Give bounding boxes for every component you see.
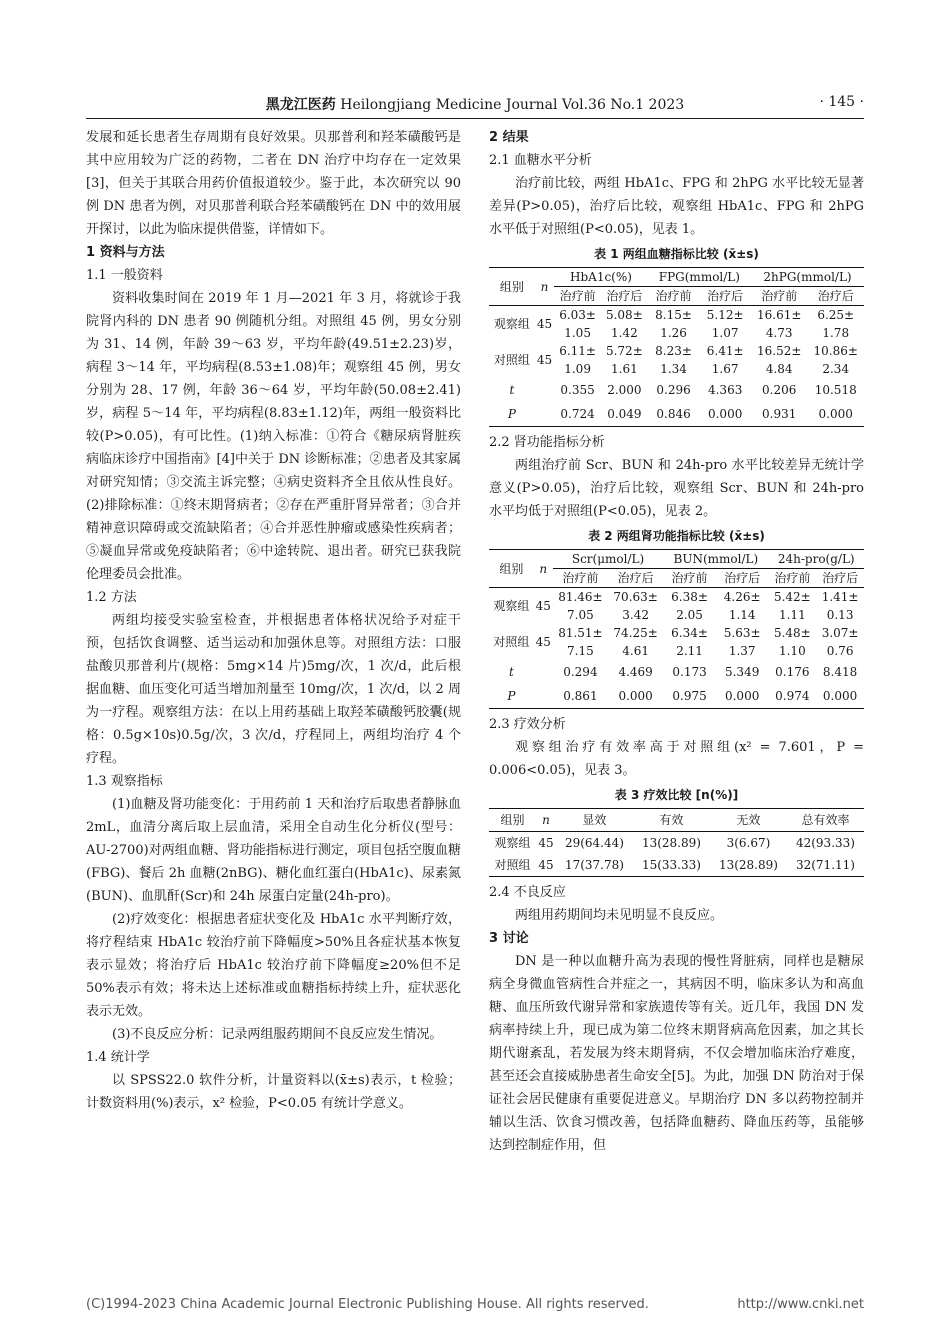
- t2-cell: 7.15: [567, 644, 594, 658]
- t2-h-group: 组别: [499, 561, 524, 576]
- t1-p: 0.931: [762, 407, 797, 421]
- t2-n: 45: [535, 599, 551, 613]
- t1-t: 0.296: [656, 383, 691, 397]
- t3-cell: 观察组: [494, 836, 531, 850]
- t1-cell: 10.86±: [813, 344, 858, 358]
- t1-cell: 16.61±: [757, 308, 802, 322]
- t2-p-label: P: [507, 689, 516, 703]
- t1-p: 0.846: [656, 407, 691, 421]
- section-1-1-heading: 1.1 一般资料: [86, 268, 163, 283]
- t1-cell: 5.72±: [605, 344, 643, 358]
- t1-cell: 1.09: [564, 362, 591, 376]
- t1-sub: 治疗后: [606, 289, 643, 303]
- t3-header: 显效: [582, 813, 607, 827]
- t3-header: 总有效率: [801, 813, 850, 827]
- section-2-2-heading: 2.2 肾功能指标分析: [489, 435, 605, 450]
- t1-t: 4.363: [707, 383, 743, 397]
- t1-t: 10.518: [814, 383, 857, 397]
- t1-cell: 16.52±: [757, 344, 802, 358]
- t2-cell: 5.48±: [773, 626, 811, 640]
- t2-h-scr: Scr(μmol/L): [553, 550, 663, 569]
- t2-p: 0.975: [672, 689, 707, 703]
- t2-sub: 治疗后: [617, 571, 654, 585]
- t2-sub: 治疗前: [774, 571, 811, 585]
- discussion-paragraph: DN 是一种以血糖升高为表现的慢性肾脏病，同样也是糖尿病全身微血管病性合并症之一，其病因不明，临床多认为和高血糖、血压所致代谢异常和家族遗传等有关。近几年，我国 DN 发病率持续上升，现已成为第二位终末期肾病高危因素，加之其长期代谢紊乱，若发展为终末期肾病，不仅会增加临床治疗难度，甚至还会直接威胁患者生命安全[5]。为此，加强 DN 防治对于保证社会居民健康有重要促进意义。早期治疗 DN 多以药物控制并辅以生活、饮食习惯改善，包括降血糖药、降血压药等，虽能够达到控制症作用，但: [489, 954, 864, 1153]
- t2-cell: 74.25±: [613, 626, 658, 640]
- t3-cell: 45: [538, 858, 554, 872]
- t2-cell: 5.63±: [723, 626, 761, 640]
- t3-header: 无效: [736, 813, 761, 827]
- t2-cell: 1.41±: [821, 590, 859, 604]
- t3-cell: 13(28.89): [718, 858, 778, 872]
- t1-cell: 8.23±: [655, 344, 692, 358]
- t1-sub: 治疗前: [559, 289, 596, 303]
- t3-header: 组别: [500, 813, 525, 827]
- t2-t: 4.469: [618, 665, 653, 679]
- t2-t-label: t: [508, 665, 514, 679]
- t1-h-2hpg: 2hPG(mmol/L): [751, 268, 864, 287]
- t2-h-bun: BUN(mmol/L): [663, 550, 768, 569]
- t2-cell: 0.76: [826, 644, 854, 658]
- t1-t: 2.000: [607, 383, 642, 397]
- efficacy-paragraph: 观察组治疗有效率高于对照组(x² = 7.601，P = 0.006<0.05)，见表 3。: [489, 740, 864, 778]
- t2-t: 0.294: [563, 665, 598, 679]
- running-header: [86, 94, 864, 119]
- t1-cell: 8.15±: [655, 308, 692, 322]
- t2-h-24hpro: 24h-pro(g/L): [768, 550, 864, 569]
- t1-cell: 6.11±: [559, 344, 596, 358]
- t1-h-fpg: FPG(mmol/L): [648, 268, 751, 287]
- t1-t-label: t: [509, 383, 515, 397]
- t2-sub: 治疗前: [562, 571, 599, 585]
- t1-cell: 5.08±: [605, 308, 643, 322]
- adverse-paragraph: 两组用药期间均未见明显不良反应。: [515, 908, 724, 923]
- t1-cell: 1.34: [660, 362, 687, 376]
- glucose-paragraph: 治疗前比较，两组 HbA1c、FPG 和 2hPG 水平比较无显著差异(P>0.05)，治疗后比较，观察组 HbA1c、FPG 和 2hPG 水平低于对照组(P<0.05)，见表 1。: [489, 176, 864, 237]
- section-2-3-heading: 2.3 疗效分析: [489, 717, 566, 732]
- t1-cell: 1.78: [822, 326, 850, 340]
- t1-cell: 6.03±: [559, 308, 596, 322]
- statistics-paragraph: 以 SPSS22.0 软件分析，计量资料以(x̄±s)表示，t 检验；计数资料用(%)表示，x² 检验，P<0.05 有统计学意义。: [86, 1073, 461, 1111]
- t1-cell: 1.61: [611, 362, 638, 376]
- t1-t: 0.355: [560, 383, 595, 397]
- indicator-paragraph-3: (3)不良反应分析：记录两组服药期间不良反应发生情况。: [112, 1027, 443, 1042]
- t2-t: 0.173: [672, 665, 707, 679]
- t3-cell: 29(64.44): [564, 836, 624, 850]
- t1-cell: 6.25±: [817, 308, 855, 322]
- t2-cell: 70.63±: [613, 590, 658, 604]
- t3-header: n: [542, 813, 550, 827]
- t2-t: 5.349: [724, 665, 760, 679]
- t3-cell: 32(71.11): [795, 858, 855, 872]
- t1-sub: 治疗前: [655, 289, 692, 303]
- t1-sub: 治疗后: [817, 289, 854, 303]
- t3-cell: 17(37.78): [564, 858, 624, 872]
- indicator-paragraph-2: (2)疗效变化：根据患者症状变化及 HbA1c 水平判断疗效，将疗程结束 HbA1c 较治疗前下降幅度>50%且各症状基本恢复表示显效；将治疗后 HbA1c 较治疗前下降幅度≥20%但不足 50%表示有效；将未达上述标准或血糖指标持续上升，症状恶化表示无效。: [86, 912, 461, 1019]
- t1-n: 45: [536, 317, 553, 331]
- journal-title: 黑龙江医药 Heilongjiang Medicine Journal Vol.36 No.1 2023: [265, 97, 685, 113]
- t1-cell: 1.67: [711, 362, 739, 376]
- t2-cell: 1.11: [778, 608, 806, 622]
- t2-cell: 3.07±: [821, 626, 859, 640]
- t3-cell: 13(28.89): [641, 836, 701, 850]
- t2-cell: 2.11: [676, 644, 703, 658]
- t1-sub: 治疗后: [707, 289, 744, 303]
- section-1-4-heading: 1.4 统计学: [86, 1050, 150, 1065]
- t2-p: 0.861: [563, 689, 598, 703]
- t1-t: 0.206: [762, 383, 797, 397]
- section-2-1-heading: 2.1 血糖水平分析: [489, 153, 592, 168]
- t1-cell: 1.42: [611, 326, 638, 340]
- section-2-heading: 2 结果: [489, 130, 529, 145]
- t2-group: 观察组: [493, 599, 530, 613]
- t2-sub: 治疗前: [671, 571, 708, 585]
- section-1-2-heading: 1.2 方法: [86, 590, 137, 605]
- t2-cell: 1.37: [728, 644, 756, 658]
- t1-cell: 5.12±: [706, 308, 744, 322]
- intro-paragraph: 发展和延长患者生存周期有良好效果。贝那普利和羟苯磺酸钙是其中应用较为广泛的药物，二者在 DN 治疗中均存在一定效果[3]，但关于其联合用药价值报道较少。鉴于此，本次研究以 90 例 DN 患者为例，对贝那普利联合羟苯磺酸钙在 DN 中的效用展开探讨，以此为临床提供借鉴，详情如下。: [86, 130, 461, 237]
- section-3-heading: 3 讨论: [489, 931, 529, 946]
- t1-p-label: P: [507, 407, 516, 421]
- t2-n: 45: [535, 635, 551, 649]
- t1-h-hba1c: HbA1c(%): [554, 268, 648, 287]
- left-column: [86, 126, 461, 1115]
- t2-cell: 6.34±: [671, 626, 708, 640]
- t1-cell: 4.84: [765, 362, 793, 376]
- t1-group: 观察组: [493, 317, 530, 331]
- t3-cell: 45: [538, 836, 554, 850]
- t2-p: 0.000: [822, 689, 858, 703]
- t1-p: 0.049: [607, 407, 642, 421]
- t2-cell: 1.10: [778, 644, 806, 658]
- t3-cell: 15(33.33): [641, 858, 701, 872]
- renal-paragraph: 两组治疗前 Scr、BUN 和 24h-pro 水平比较差异无统计学意义(P>0.05)，治疗后比较，观察组 Scr、BUN 和 24h-pro 水平均低于对照组(P<0.05)，见表 2。: [489, 458, 864, 519]
- t1-cell: 4.73: [765, 326, 793, 340]
- t3-cell: 42(93.33): [795, 836, 855, 850]
- t1-cell: 6.41±: [706, 344, 744, 358]
- table-2-caption: 表 2 两组肾功能指标比较 (x̄±s): [588, 529, 765, 543]
- copyright-text: (C)1994-2023 China Academic Journal Electronic Publishing House. All rights reserved.: [86, 1297, 649, 1312]
- t2-sub: 治疗后: [724, 571, 761, 585]
- t2-cell: 1.14: [728, 608, 756, 622]
- section-1-heading: 1 资料与方法: [86, 245, 165, 260]
- t1-cell: 2.34: [822, 362, 850, 376]
- t1-cell: 1.05: [564, 326, 591, 340]
- t3-header: 有效: [659, 813, 684, 827]
- t2-cell: 7.05: [567, 608, 594, 622]
- general-info-paragraph: 资料收集时间在 2019 年 1 月—2021 年 3 月，将就诊于我院肾内科的 DN 患者 90 例随机分组。对照组 45 例，男女分别为 31、14 例，年龄 39～63 岁，平均年龄(49.51±2.23)岁，病程 3～14 年，平均病程(8.53±1.08)年；观察组 45 例，男女分别为 28、17 例，年龄 36～64 岁，平均年龄(50.08±2.41)岁，病程 5～14 年，平均病程(8.83±1.12)年，两组一般资料比较(P>0.05)，有可比性。(1)纳入标准：①符合《糖尿病肾脏疾病临床诊疗中国指南》[4]中关于 DN 诊断标准；②患者及其家属对研究知情；③交流主诉完整；④病史资料齐全且依从性良好。(2)排除标准：①终末期肾病者；②存在严重肝肾异常者；③合并精神意识障碍或交流缺陷者；④合并恶性肿瘤或感染性疾病者；⑤凝血异常或免疫缺陷者；⑥中途转院、退出者。研究已获我院伦理委员会批准。: [86, 291, 461, 582]
- t2-sub: 治疗后: [822, 571, 859, 585]
- section-1-3-heading: 1.3 观察指标: [86, 774, 163, 789]
- t2-cell: 6.38±: [671, 590, 708, 604]
- table-1-caption: 表 1 两组血糖指标比较 (x̄±s): [594, 247, 759, 261]
- t2-p: 0.974: [775, 689, 810, 703]
- section-2-4-heading: 2.4 不良反应: [489, 885, 566, 900]
- t2-cell: 4.26±: [723, 590, 761, 604]
- t2-h-n: n: [539, 561, 548, 576]
- table-1: [489, 267, 864, 427]
- t3-cell: 对照组: [494, 858, 531, 872]
- footer: [86, 1297, 864, 1312]
- table-3: [489, 808, 864, 877]
- t2-cell: 2.05: [676, 608, 703, 622]
- t2-p: 0.000: [724, 689, 760, 703]
- t1-group: 对照组: [493, 353, 530, 367]
- methods-paragraph: 两组均接受实验室检查，并根据患者体格状况给予对症干预，包括饮食调整、适当运动和加强休息等。对照组方法：口服盐酸贝那普利片(规格：5mg×14 片)5mg/次，1 次/d，此后根据血糖、血压变化可适当增加剂量至 10mg/次，1 次/d，以 2 周为一疗程。观察组方法：在以上用药基础上取羟苯磺酸钙胶囊(规格：0.5g×10s)0.5g/次，3 次/d，疗程同上，两组均治疗 4 个疗程。: [86, 613, 461, 766]
- table-3-caption: 表 3 疗效比较 [n(%)]: [614, 788, 739, 802]
- t3-cell: 3(6.67): [726, 836, 771, 850]
- t1-p: 0.000: [818, 407, 853, 421]
- t2-p: 0.000: [618, 689, 653, 703]
- t2-t: 0.176: [775, 665, 810, 679]
- t1-h-group: 组别: [499, 279, 524, 294]
- t2-cell: 81.46±: [558, 590, 603, 604]
- t1-sub: 治疗前: [761, 289, 798, 303]
- page-number: · 145 ·: [819, 94, 864, 110]
- table-2: [489, 549, 864, 709]
- cnki-link[interactable]: http://www.cnki.net: [737, 1297, 864, 1312]
- t1-n: 45: [536, 353, 553, 367]
- t1-p: 0.000: [707, 407, 743, 421]
- t2-cell: 0.13: [826, 608, 854, 622]
- t1-cell: 1.07: [711, 326, 739, 340]
- right-column: [489, 126, 864, 1157]
- t2-cell: 3.42: [622, 608, 649, 622]
- t1-h-n: n: [540, 279, 549, 294]
- t2-t: 8.418: [822, 665, 858, 679]
- t2-cell: 81.51±: [558, 626, 603, 640]
- t2-group: 对照组: [493, 635, 530, 649]
- t1-cell: 1.26: [660, 326, 687, 340]
- indicator-paragraph-1: (1)血糖及肾功能变化：于用药前 1 天和治疗后取患者静脉血 2mL，血清分离后取上层血清，采用全自动生化分析仪(型号：AU-2700)对两组血糖、肾功能指标进行测定，项目包括空腹血糖(FBG)、餐后 2h 血糖(2nBG)、糖化血红蛋白(HbA1c)、尿素氮(BUN)、血肌酐(Scr)和 24h 尿蛋白定量(24h-pro)。: [86, 797, 461, 904]
- t2-cell: 5.42±: [773, 590, 811, 604]
- t2-cell: 4.61: [622, 644, 649, 658]
- t1-p: 0.724: [560, 407, 595, 421]
